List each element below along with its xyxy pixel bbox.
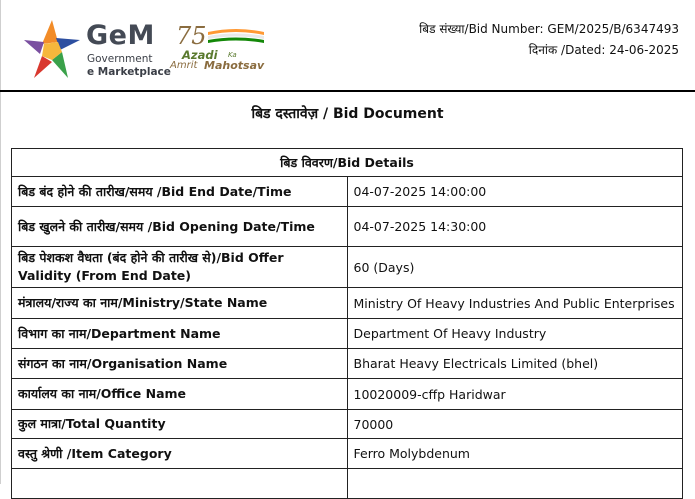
row-value: Ferro Molybdenum bbox=[347, 439, 683, 469]
row-value: Ministry Of Heavy Industries And Public Enterprises bbox=[347, 288, 683, 319]
row-label: संगठन का नाम/Organisation Name bbox=[12, 349, 348, 379]
amrit-word: Amrit bbox=[170, 60, 198, 71]
table-row bbox=[12, 379, 683, 410]
row-label: बिड खुलने की तारीख/समय /Bid Opening Date/Time bbox=[12, 207, 348, 247]
row-value: 04-07-2025 14:30:00 bbox=[347, 207, 683, 247]
gem-star-icon bbox=[22, 18, 82, 82]
table-row bbox=[12, 439, 683, 469]
row-value: 04-07-2025 14:00:00 bbox=[347, 177, 683, 207]
gem-subtitle-government: Government bbox=[87, 53, 153, 65]
row-label: विभाग का नाम/Department Name bbox=[12, 319, 348, 349]
table-header-row bbox=[12, 149, 683, 177]
azadi-word: Azadi bbox=[182, 48, 218, 62]
table-heading: बिड विवरण/Bid Details bbox=[12, 149, 683, 177]
bid-details-table bbox=[11, 148, 683, 499]
table-row bbox=[12, 207, 683, 247]
mahotsav-word: Mahotsav bbox=[204, 59, 265, 72]
row-value: Bharat Heavy Electricals Limited (bhel) bbox=[347, 349, 683, 379]
gem-subtitle-marketplace: e Marketplace bbox=[87, 66, 171, 78]
azadi-75-number: 75 bbox=[176, 22, 207, 50]
row-value: 70000 bbox=[347, 410, 683, 439]
row-value: 60 (Days) bbox=[347, 247, 683, 288]
header-divider bbox=[0, 90, 695, 92]
row-label: बिड पेशकश वैधता (बंद होने की तारीख से)/Bid Offer Validity (From End Date) bbox=[12, 247, 348, 288]
page-edge bbox=[0, 0, 1, 484]
row-value: 10020009-cffp Haridwar bbox=[347, 379, 683, 410]
tricolor-flag-icon bbox=[206, 28, 266, 46]
row-label: मंत्रालय/राज्य का नाम/Ministry/State Name bbox=[12, 288, 348, 319]
table-row bbox=[12, 349, 683, 379]
table-row bbox=[12, 247, 683, 288]
row-value: Department Of Heavy Industry bbox=[347, 319, 683, 349]
table-row bbox=[12, 177, 683, 207]
bid-date: दिनांक /Dated: 24-06-2025 bbox=[528, 43, 679, 57]
row-label: बिड बंद होने की तारीख/समय /Bid End Date/Time bbox=[12, 177, 348, 207]
gem-logo bbox=[22, 18, 172, 82]
azadi-ka-word: Ka bbox=[228, 51, 237, 59]
table-row bbox=[12, 288, 683, 319]
gem-wordmark: GeM bbox=[86, 20, 155, 51]
row-label: वस्तु श्रेणी /Item Category bbox=[12, 439, 348, 469]
bid-number: बिड संख्या/Bid Number: GEM/2025/B/6347493 bbox=[419, 22, 679, 36]
table-row bbox=[12, 410, 683, 439]
page-title: बिड दस्तावेज़ / Bid Document bbox=[251, 106, 444, 122]
azadi-ka-amrit-mahotsav-logo bbox=[170, 22, 280, 74]
row-label: कुल मात्रा/Total Quantity bbox=[12, 410, 348, 439]
row-label: कार्यालय का नाम/Office Name bbox=[12, 379, 348, 410]
table-row bbox=[12, 319, 683, 349]
